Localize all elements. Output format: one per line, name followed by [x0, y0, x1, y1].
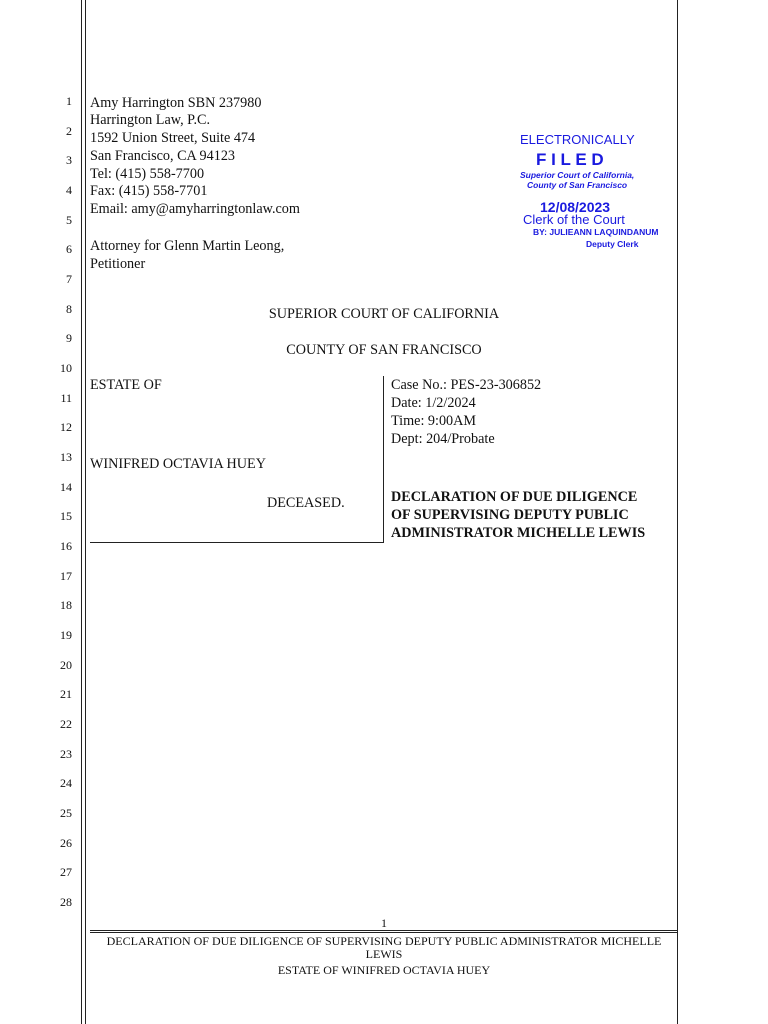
- caption-bottom-rule: [90, 542, 384, 543]
- line-number: 7: [66, 271, 72, 286]
- line-number: 2: [66, 123, 72, 138]
- deceased-label: DECEASED.: [267, 495, 345, 511]
- line-number: 13: [60, 449, 72, 464]
- stamp-court-line1: Superior Court of California,: [520, 170, 635, 180]
- document-title-line2: OF SUPERVISING DEPUTY PUBLIC: [391, 507, 629, 523]
- telephone: Tel: (415) 558-7700: [90, 166, 205, 182]
- line-number: 18: [60, 598, 72, 613]
- line-number: 25: [60, 805, 72, 820]
- line-number: 22: [60, 716, 72, 731]
- document-title-line1: DECLARATION OF DUE DILIGENCE: [391, 489, 638, 505]
- line-number: 28: [60, 894, 72, 909]
- footer-rule-top: [90, 930, 678, 931]
- line-number: 26: [60, 835, 72, 850]
- court-name: SUPERIOR COURT OF CALIFORNIA: [268, 306, 500, 322]
- line-number: 16: [60, 538, 72, 553]
- line-number: 24: [60, 776, 72, 791]
- line-number: 17: [60, 568, 72, 583]
- stamp-date: 12/08/2023: [540, 199, 611, 215]
- footer-title-line1: DECLARATION OF DUE DILIGENCE OF SUPERVISING DEPUTY PUBLIC ADMINISTRATOR MICHELLE: [106, 934, 662, 948]
- department: Dept: 204/Probate: [391, 431, 495, 447]
- line-numbers: [0, 0, 76, 1024]
- stamp-court-line2: County of San Francisco: [527, 180, 628, 190]
- court-county: COUNTY OF SAN FRANCISCO: [286, 342, 482, 358]
- line-number: 11: [60, 390, 72, 405]
- stamp-deputy: Deputy Clerk: [586, 239, 639, 249]
- attorney-for: Attorney for Glenn Martin Leong,: [90, 238, 285, 254]
- line-number: 1: [66, 94, 72, 108]
- hearing-time: Time: 9:00AM: [391, 413, 477, 429]
- hearing-date: Date: 1/2/2024: [391, 395, 476, 411]
- attorney-role: Petitioner: [90, 256, 146, 272]
- footer-title-line2: LEWIS: [365, 947, 403, 961]
- stamp-filed: F I L E D: [536, 150, 604, 169]
- line-number: 9: [66, 331, 72, 346]
- line-number: 3: [66, 153, 72, 168]
- right-margin-rule: [677, 0, 678, 1024]
- footer-estate: ESTATE OF WINIFRED OCTAVIA HUEY: [277, 963, 491, 977]
- line-number: 19: [60, 627, 72, 642]
- document-title-line3: ADMINISTRATOR MICHELLE LEWIS: [391, 525, 646, 541]
- line-number: 12: [60, 420, 72, 435]
- line-number: 20: [60, 657, 72, 672]
- line-number: 15: [60, 509, 72, 524]
- stamp-by: BY: JULIEANN LAQUINDANUM: [533, 227, 659, 237]
- caption-divider: [383, 376, 384, 543]
- line-number: 6: [66, 242, 72, 257]
- page-number: 1: [381, 916, 387, 930]
- line-number: 21: [60, 687, 72, 702]
- fax: Fax: (415) 558-7701: [90, 183, 208, 199]
- left-margin-rule-inner: [85, 0, 86, 1024]
- attorney-name: Amy Harrington SBN 237980: [90, 95, 262, 111]
- estate-of: ESTATE OF: [90, 377, 162, 393]
- line-number: 8: [66, 301, 72, 316]
- footer-rule-bottom: [90, 932, 678, 933]
- email: Email: amy@amyharringtonlaw.com: [90, 201, 300, 217]
- stamp-clerk: Clerk of the Court: [523, 212, 625, 227]
- stamp-electronically: ELECTRONICALLY: [520, 132, 635, 147]
- decedent-name: WINIFRED OCTAVIA HUEY: [90, 456, 266, 472]
- line-number: 14: [60, 479, 72, 494]
- left-margin-rule-outer: [81, 0, 82, 1024]
- line-number: 10: [60, 360, 72, 375]
- line-number: 27: [60, 865, 72, 880]
- firm-name: Harrington Law, P.C.: [90, 112, 211, 128]
- city-address: San Francisco, CA 94123: [90, 148, 236, 164]
- line-number: 23: [60, 746, 72, 761]
- line-number: 5: [66, 212, 72, 227]
- case-number: Case No.: PES-23-306852: [391, 377, 542, 393]
- line-number: 4: [66, 182, 72, 197]
- street-address: 1592 Union Street, Suite 474: [90, 130, 256, 146]
